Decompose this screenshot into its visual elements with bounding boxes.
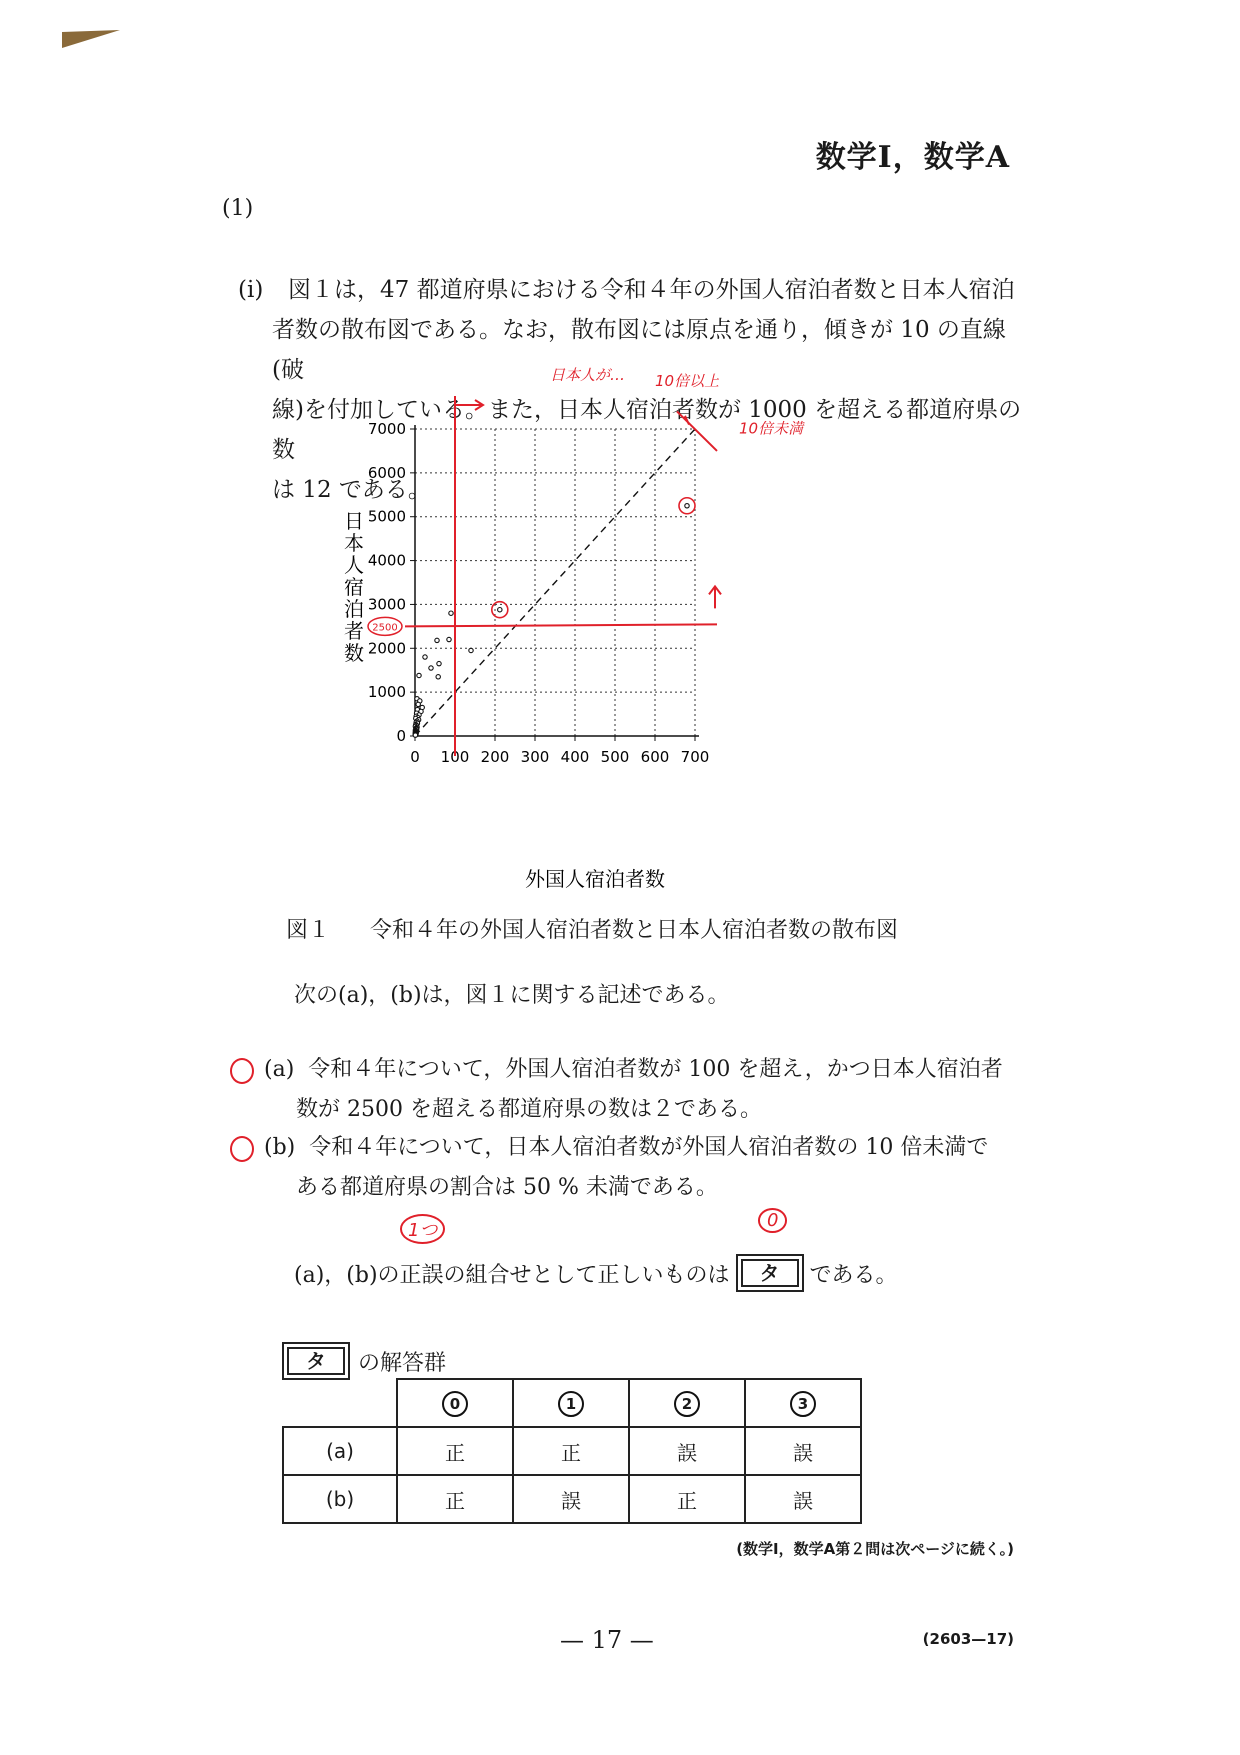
data-point: [685, 504, 689, 508]
figure-caption: [286, 913, 898, 944]
choices-heading: [282, 1342, 446, 1380]
table-cell: 誤: [513, 1475, 629, 1523]
page-code: (2603—17): [922, 1630, 1014, 1648]
choices-heading-text: の解答群: [358, 1350, 447, 1376]
table-cell: 誤: [745, 1427, 861, 1475]
red-circle-mark: [230, 1136, 254, 1162]
option-1-header[interactable]: [513, 1379, 629, 1427]
data-point: [429, 666, 433, 670]
option-0-header[interactable]: [397, 1379, 513, 1427]
red-2500-label: 2500: [372, 622, 398, 634]
option-number: 3: [790, 1391, 816, 1417]
paragraph-line: 者数の散布図である。なお，散布図には原点を通り，傾きが 10 の直線(破: [272, 317, 1006, 383]
figure-label: 図１: [286, 918, 331, 943]
statement-b: [264, 1128, 1034, 1208]
page-number: — 17 —: [560, 1626, 654, 1654]
y-tick-label: 0: [396, 727, 406, 745]
question-number: (1): [222, 196, 254, 221]
red-note-top: 日本人が…: [550, 366, 626, 384]
data-point: [413, 733, 417, 737]
choices-header-row: [283, 1379, 861, 1427]
table-cell: 正: [513, 1427, 629, 1475]
part-label: (i): [238, 277, 264, 303]
y-tick-label: 3000: [367, 595, 406, 614]
x-tick-label: 300: [520, 748, 550, 766]
option-3-header[interactable]: [745, 1379, 861, 1427]
table-cell: 正: [397, 1475, 513, 1523]
x-tick-label: 0: [410, 748, 420, 766]
statement-text: 数が 2500 を超える都道府県の数は２である。: [296, 1097, 762, 1122]
paragraph-line: 図１は，47 都道府県における令和４年の外国人宿泊者数と日本人宿泊: [288, 277, 1015, 303]
data-point: [498, 607, 502, 611]
page-header-title: 数学Ⅰ，数学A: [815, 140, 1010, 175]
lead-text: 次の(a)，(b)は，図１に関する記述である。: [294, 983, 730, 1008]
y-tick-label: 7000: [367, 420, 406, 438]
red-note-right: 10倍未満: [739, 419, 804, 438]
x-tick-label: 700: [680, 748, 710, 766]
row-label-a: (a): [283, 1427, 397, 1475]
x-axis-label: 外国人宿泊者数: [525, 867, 665, 891]
answer-prompt-text: (a)，(b)の正誤の組合せとして正しいものは: [294, 1262, 730, 1288]
answer-prompt-suffix: である。: [809, 1262, 898, 1288]
table-cell: 誤: [629, 1427, 745, 1475]
option-2-header[interactable]: [629, 1379, 745, 1427]
reference-line: [415, 429, 695, 736]
x-tick-label: 100: [440, 748, 470, 766]
answer-prompt: [294, 1254, 898, 1292]
scatter-plot: [340, 366, 840, 900]
reference-line-slope-10: [415, 429, 695, 736]
statement-label: (b): [264, 1135, 296, 1160]
paragraph-line: は 12 である。: [272, 477, 431, 503]
x-tick-label: 200: [480, 748, 510, 766]
red-note-top-right: 10倍以上: [655, 372, 720, 390]
y-tick-label: 2000: [367, 639, 406, 658]
data-point: [437, 661, 441, 665]
y-tick-label: 4000: [367, 551, 406, 570]
data-point: [436, 675, 440, 679]
corner-tab-mark: [62, 28, 122, 50]
statement-text: ある都道府県の割合は 50 % 未満である。: [296, 1175, 718, 1200]
data-point: [417, 673, 421, 677]
y-axis-label: 日本人宿泊者数: [344, 509, 364, 665]
paragraph-line: 線)を付加している。また，日本人宿泊者数が 1000 を超える都道府県の数: [272, 397, 1022, 463]
red-slash-mark: [677, 411, 717, 450]
y-tick-label: 6000: [367, 463, 406, 482]
option-number: 1: [558, 1391, 584, 1417]
continue-note: (数学Ⅰ，数学A第２問は次ページに続く。): [736, 1540, 1014, 1558]
x-tick-label: 400: [560, 748, 590, 766]
blank-cell: [283, 1379, 397, 1427]
red-up-arrow: [709, 586, 721, 608]
answer-box[interactable]: タ: [736, 1254, 804, 1292]
choices-table: [282, 1378, 862, 1524]
y-tick-label: 1000: [367, 683, 406, 702]
red-circle-mark: [230, 1058, 254, 1084]
table-cell: 正: [629, 1475, 745, 1523]
data-point: [449, 611, 453, 615]
option-number: 0: [442, 1391, 468, 1417]
table-row: [283, 1427, 861, 1475]
figure-caption-text: 令和４年の外国人宿泊者数と日本人宿泊者数の散布図: [370, 918, 899, 943]
handwritten-note: 1つ: [400, 1214, 445, 1244]
statement-a: [264, 1050, 1034, 1130]
red-right-arrow: [455, 400, 483, 410]
red-horizontal-line: [405, 624, 717, 626]
data-point: [435, 638, 439, 642]
handwritten-answer-note: 0: [758, 1208, 787, 1233]
x-tick-label: 600: [640, 748, 670, 766]
x-tick-label: 500: [600, 748, 630, 766]
row-label-b: (b): [283, 1475, 397, 1523]
data-point: [447, 637, 451, 641]
table-row: [283, 1475, 861, 1523]
table-cell: 誤: [745, 1475, 861, 1523]
statement-label: (a): [264, 1057, 295, 1082]
y-tick-label: 5000: [367, 507, 406, 526]
choices-box-label: タ: [282, 1342, 350, 1380]
statement-text: 令和４年について，日本人宿泊者数が外国人宿泊者数の 10 倍未満で: [309, 1135, 989, 1160]
option-number: 2: [674, 1391, 700, 1417]
data-point: [469, 648, 473, 652]
data-point: [416, 702, 420, 706]
statement-text: 令和４年について，外国人宿泊者数が 100 を超え，かつ日本人宿泊者: [308, 1057, 1003, 1082]
table-cell: 正: [397, 1427, 513, 1475]
data-point: [423, 655, 427, 659]
